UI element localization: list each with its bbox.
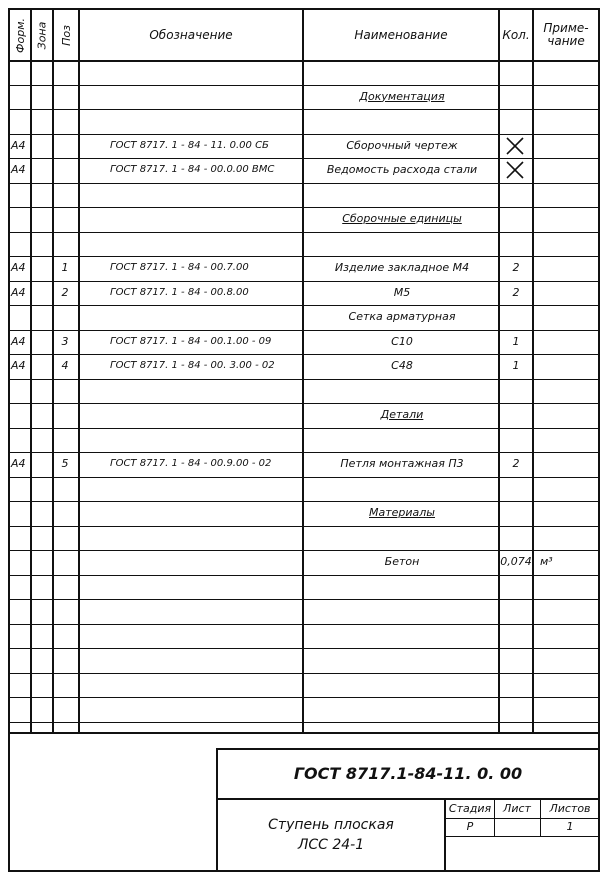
table-cell-designation	[80, 232, 302, 256]
table-cell-format	[10, 624, 31, 648]
table-cell-designation: ГОСТ 8717. 1 - 84 - 00.1.00 - 09	[110, 335, 272, 347]
table-cell-quantity: 1	[512, 359, 520, 372]
table-cell-note	[534, 697, 600, 721]
table-cell-position	[52, 207, 78, 231]
table-cell-note	[534, 477, 600, 501]
table-cell-quantity: 2	[512, 285, 520, 299]
table-cell-note	[534, 183, 600, 207]
table-cell-quantity	[500, 501, 532, 525]
table-cell-designation	[80, 403, 302, 427]
table-cell-name: М5	[393, 285, 411, 299]
table-cell-note	[534, 232, 600, 256]
table-cell-format	[10, 477, 31, 501]
table-cell-position	[52, 599, 78, 623]
table-cell-format	[10, 60, 31, 84]
header-zone: Зона	[35, 21, 49, 49]
table-cell-name	[306, 526, 498, 550]
table-cell-quantity	[500, 85, 532, 109]
table-cell-format	[10, 207, 31, 231]
table-cell-name: С48	[391, 359, 413, 372]
table-cell-name	[306, 648, 498, 672]
product-name-line1: Ступень плоская	[268, 817, 394, 833]
table-cell-format: А4	[11, 359, 26, 372]
table-cell-position	[52, 134, 78, 158]
table-cell-position	[52, 158, 78, 182]
table-cell-position	[52, 183, 78, 207]
table-cell-format	[10, 599, 31, 623]
table-cell-position	[52, 85, 78, 109]
table-cell-format: А4	[11, 261, 26, 274]
table-cell-designation	[80, 85, 302, 109]
table-cell-position: 3	[61, 334, 69, 348]
table-cell-designation	[80, 599, 302, 623]
table-cell-name	[306, 109, 498, 133]
table-cell-note	[534, 330, 600, 354]
table-cell-name: Сборочный чертеж	[346, 138, 458, 152]
table-cell-format	[10, 428, 31, 452]
table-cell-name	[306, 624, 498, 648]
table-cell-format	[10, 379, 31, 403]
table-cell-format	[10, 575, 31, 599]
title-block-frame	[216, 748, 598, 872]
table-cell-note	[534, 134, 600, 158]
table-cell-position	[52, 232, 78, 256]
table-cell-quantity	[500, 232, 532, 256]
table-cell-position	[52, 648, 78, 672]
table-cell-designation: ГОСТ 8717. 1 - 84 - 11. 0.00 СБ	[110, 139, 269, 151]
table-cell-note	[534, 158, 600, 182]
table-cell-name: Детали	[380, 408, 424, 421]
table-cell-designation	[80, 477, 302, 501]
table-cell-format	[10, 648, 31, 672]
table-cell-quantity	[500, 575, 532, 599]
table-cell-note	[534, 60, 600, 84]
table-cell-name: Документация	[359, 89, 445, 103]
header-designation: Обозначение	[149, 27, 233, 42]
table-cell-name	[306, 428, 498, 452]
table-cell-format	[10, 697, 31, 721]
table-cell-format	[10, 550, 31, 574]
table-cell-position	[52, 624, 78, 648]
table-cell-designation: ГОСТ 8717. 1 - 84 - 00.8.00	[110, 286, 249, 298]
table-cell-position	[52, 403, 78, 427]
table-cell-quantity	[500, 673, 532, 697]
table-cell-quantity	[500, 428, 532, 452]
table-cell-quantity: 1	[512, 334, 520, 348]
table-cell-format: А4	[11, 285, 26, 299]
product-name-line2: ЛСС 24-1	[297, 837, 365, 853]
table-cell-position: 2	[61, 285, 69, 299]
table-cell-format	[10, 305, 31, 329]
table-cell-quantity: 0,074	[500, 555, 532, 568]
table-cell-format: А4	[11, 334, 26, 348]
table-cell-position: 4	[61, 359, 69, 372]
table-cell-quantity	[500, 403, 532, 427]
table-cell-note	[534, 452, 600, 476]
table-cell-designation: ГОСТ 8717. 1 - 84 - 00.0.00 ВМС	[110, 164, 275, 175]
table-cell-designation	[80, 60, 302, 84]
table-cell-note	[534, 501, 600, 525]
table-cell-quantity	[500, 379, 532, 403]
table-cell-note	[534, 305, 600, 329]
table-cell-position	[52, 501, 78, 525]
table-cell-note	[534, 428, 600, 452]
table-cell-note	[534, 281, 600, 305]
table-cell-quantity	[500, 305, 532, 329]
table-cell-note	[534, 354, 600, 378]
table-cell-quantity	[500, 109, 532, 133]
table-cell-format	[10, 85, 31, 109]
table-cell-format: А4	[11, 457, 26, 470]
table-cell-name: Сетка арматурная	[348, 310, 456, 323]
table-cell-quantity	[500, 697, 532, 721]
table-cell-format	[10, 403, 31, 427]
table-cell-quantity	[500, 60, 532, 84]
table-cell-designation	[80, 109, 302, 133]
table-cell-position	[52, 428, 78, 452]
table-cell-designation: ГОСТ 8717. 1 - 84 - 00.7.00	[110, 262, 249, 273]
table-cell-designation	[80, 207, 302, 231]
table-cell-name	[306, 232, 498, 256]
table-cell-note	[534, 599, 600, 623]
table-cell-format	[10, 673, 31, 697]
table-cell-format	[10, 183, 31, 207]
table-cell-quantity: 2	[512, 261, 520, 274]
table-cell-quantity	[500, 624, 532, 648]
table-cell-name: С10	[391, 334, 413, 348]
table-cell-designation	[80, 673, 302, 697]
header-quantity: Кол.	[502, 27, 530, 42]
table-cell-format	[10, 109, 31, 133]
stage-value: Р	[466, 820, 474, 833]
table-cell-position	[52, 477, 78, 501]
table-cell-format	[10, 232, 31, 256]
table-cell-format: А4	[11, 163, 26, 176]
table-cell-position	[52, 109, 78, 133]
table-cell-note	[534, 85, 600, 109]
table-cell-quantity	[500, 599, 532, 623]
table-cell-position	[52, 60, 78, 84]
table-cell-position	[52, 305, 78, 329]
table-cell-note	[534, 526, 600, 550]
table-cell-position	[52, 526, 78, 550]
table-cell-name: Бетон	[384, 555, 420, 568]
table-cell-note	[534, 379, 600, 403]
table-cell-format	[10, 501, 31, 525]
sheets-value: 1	[566, 820, 574, 833]
header-format: Форм.	[13, 17, 27, 53]
table-cell-note	[534, 256, 600, 280]
table-cell-note	[534, 207, 600, 231]
table-cell-position: 1	[61, 261, 69, 274]
table-cell-name: Материалы	[369, 506, 435, 519]
table-cell-designation	[80, 550, 302, 574]
table-cell-designation	[80, 697, 302, 721]
x-mark-icon	[506, 161, 524, 179]
table-cell-note	[534, 673, 600, 697]
table-cell-name	[306, 379, 498, 403]
table-cell-note	[534, 403, 600, 427]
table-cell-quantity	[500, 183, 532, 207]
table-cell-name	[306, 599, 498, 623]
table-cell-quantity: 2	[512, 457, 520, 470]
table-cell-note: м³	[540, 555, 553, 568]
x-mark-icon	[506, 137, 524, 155]
table-cell-position	[52, 550, 78, 574]
table-cell-designation	[80, 624, 302, 648]
table-cell-position: 5	[61, 457, 69, 470]
table-cell-designation: ГОСТ 8717. 1 - 84 - 00. 3.00 - 02	[110, 360, 275, 371]
document-code: ГОСТ 8717.1-84-11. 0. 00	[218, 750, 598, 800]
table-cell-name	[306, 575, 498, 599]
table-cell-name	[306, 673, 498, 697]
sheet-value	[494, 818, 540, 836]
table-cell-note	[534, 575, 600, 599]
table-cell-quantity	[500, 526, 532, 550]
table-cell-name: Сборочные единицы	[342, 212, 462, 225]
table-cell-note	[534, 648, 600, 672]
sheet-label: Лист	[503, 802, 531, 815]
table-cell-note	[534, 624, 600, 648]
table-cell-designation	[80, 648, 302, 672]
table-cell-position	[52, 575, 78, 599]
table-cell-name	[306, 477, 498, 501]
specification-sheet	[8, 8, 600, 872]
stage-label: Стадия	[448, 802, 492, 815]
table-cell-designation	[80, 305, 302, 329]
header-position: Поз	[59, 24, 73, 46]
table-cell-quantity	[500, 477, 532, 501]
table-cell-note	[534, 109, 600, 133]
table-cell-format: А4	[11, 138, 26, 152]
table-cell-quantity	[500, 648, 532, 672]
table-cell-name: Изделие закладное М4	[334, 261, 470, 274]
table-cell-format	[10, 526, 31, 550]
table-cell-designation: ГОСТ 8717. 1 - 84 - 00.9.00 - 02	[110, 458, 272, 469]
row-divider	[10, 722, 598, 723]
stage-sheet-grid	[444, 800, 600, 872]
sheets-label: Листов	[549, 802, 591, 815]
title-block	[10, 732, 598, 872]
table-cell-name	[306, 60, 498, 84]
table-cell-designation	[80, 501, 302, 525]
product-name	[218, 802, 444, 868]
table-cell-designation	[80, 526, 302, 550]
table-cell-position	[52, 697, 78, 721]
table-cell-position	[52, 673, 78, 697]
table-cell-name	[306, 183, 498, 207]
table-cell-designation	[80, 183, 302, 207]
table-cell-name: Ведомость расхода стали	[326, 163, 478, 176]
header-note: Приме- чание	[543, 21, 589, 48]
table-cell-quantity	[500, 207, 532, 231]
table-cell-position	[52, 379, 78, 403]
table-cell-name: Петля монтажная П3	[340, 457, 464, 470]
table-cell-designation	[80, 379, 302, 403]
table-cell-designation	[80, 575, 302, 599]
table-cell-designation	[80, 428, 302, 452]
header-name: Наименование	[354, 27, 448, 42]
table-cell-name	[306, 697, 498, 721]
